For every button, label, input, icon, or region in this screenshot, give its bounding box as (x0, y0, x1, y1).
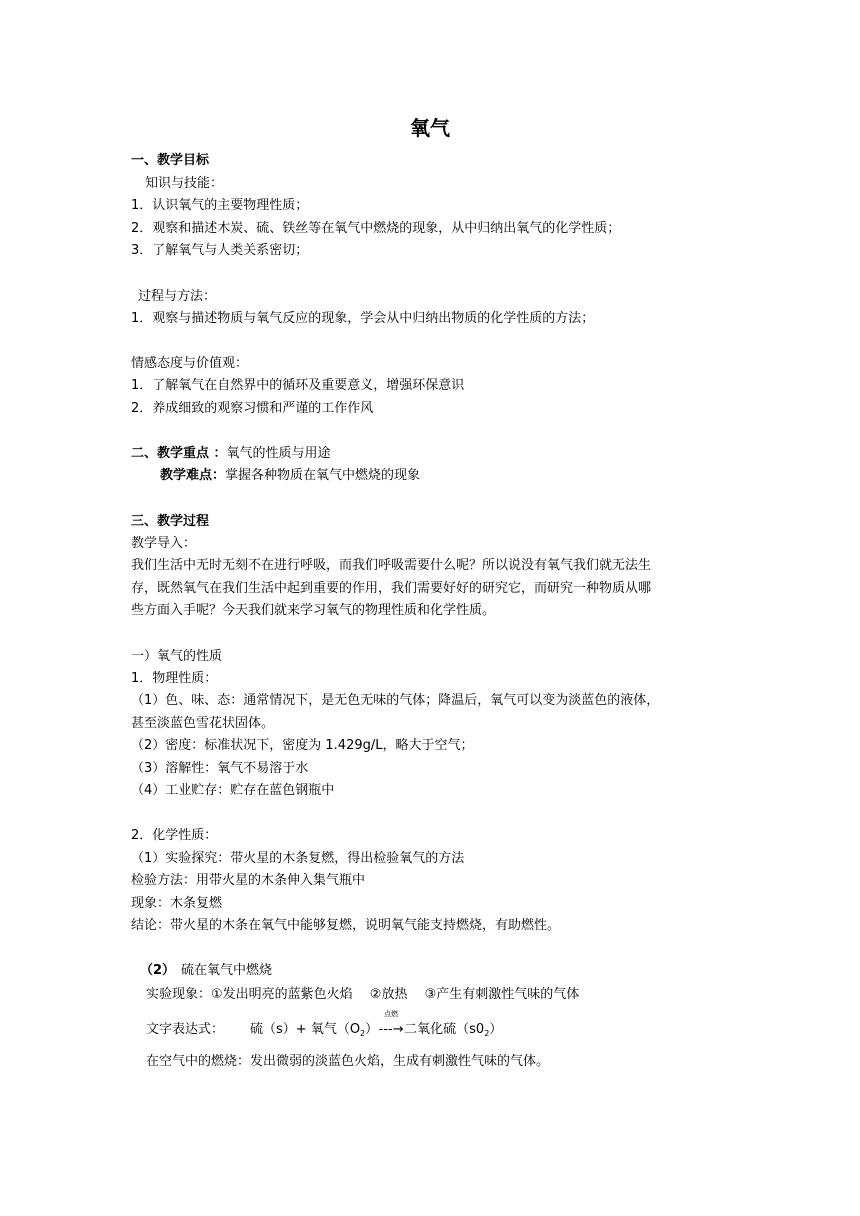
physical-line-3: （2）密度：标准状况下，密度为 1.429g/L，略大于空气； (131, 738, 474, 753)
physical-line-2: 甚至淡蓝色雪花状固体。 (131, 716, 275, 731)
attitude-item-2: 2．养成细致的观察习惯和严谨的工作作风 (131, 401, 374, 416)
air-burning: 在空气中的燃烧：发出微弱的淡蓝色火焰，生成有刺激性气味的气体。 (146, 1054, 550, 1069)
section3-heading: 三、教学过程 (131, 514, 210, 529)
sulfur-title: 硫在氧气中燃烧 (181, 963, 273, 978)
physical-line-5: （4）工业贮存：贮存在蓝色钢瓶中 (131, 783, 335, 798)
chemical-line-1: （1）实验探究：带火星的木条复燃，得出检验氧气的方法 (131, 851, 465, 866)
knowledge-item-1: 1．认识氧气的主要物理性质； (131, 198, 309, 213)
physical-label: 1．物理性质： (131, 671, 218, 686)
physical-line-4: （3）溶解性：氧气不易溶于水 (131, 761, 309, 776)
intro-label: 教学导入： (131, 536, 197, 551)
knowledge-item-2: 2．观察和描述木炭、硫、铁丝等在氧气中燃烧的现象，从中归纳出氧气的化学性质； (131, 221, 621, 236)
arrow-glyph: ---→ (378, 1022, 404, 1037)
chemical-line-4: 结论：带火星的木条在氧气中能够复燃，说明氧气能支持燃烧，有助燃性。 (131, 918, 561, 933)
chemical-label: 2．化学性质： (131, 828, 218, 843)
ignite-condition: 点燃 (384, 1010, 399, 1018)
sulfur-phenomenon: 实验现象：①发出明亮的蓝紫色火焰 ②放热 ③产生有刺激性气味的气体 (146, 987, 580, 1002)
reaction-arrow (378, 1010, 404, 1039)
intro-line-3: 些方面入手呢？今天我们就来学习氧气的物理性质和化学性质。 (131, 603, 496, 618)
difficulty-line (160, 467, 420, 485)
reactant-close: ） (365, 1022, 379, 1037)
product: 二氧化硫（s0 (404, 1022, 485, 1037)
process-method-label: 过程与方法： (138, 289, 217, 304)
attitude-item-1: 1．了解氧气在自然界中的循环及重要意义，增强环保意识 (131, 378, 465, 393)
section1-heading: 一、教学目标 (131, 153, 210, 168)
knowledge-item-3: 3．了解氧气与人类关系密切； (131, 243, 309, 258)
part1-heading: 一）氧气的性质 (131, 649, 223, 664)
intro-line-1: 我们生活中无时无刻不在进行呼吸，而我们呼吸需要什么呢？所以说没有氧气我们就无法生 (131, 558, 652, 573)
word-equation (146, 1010, 503, 1043)
sulfur-num: （2） (140, 963, 176, 978)
difficulty-label: 教学难点： (160, 468, 226, 483)
formula-label: 文字表达式： (146, 1022, 225, 1037)
reactants: 硫（s）+ 氧气（O (250, 1022, 361, 1037)
product-close: ） (489, 1022, 503, 1037)
attitude-label: 情感态度与价值观： (131, 356, 249, 371)
key-point-line (131, 445, 331, 463)
sulfur-heading (140, 962, 272, 980)
so2-subscript: 2 (484, 1029, 490, 1038)
document-title: 氧气 (410, 116, 450, 140)
difficulty-text: 掌握各种物质在氧气中燃烧的现象 (225, 468, 421, 483)
section2-heading: 二、教学重点 ： (131, 446, 227, 461)
physical-line-1: （1）色、味、态：通常情况下，是无色无味的气体；降温后，氧气可以变为淡蓝色的液体， (131, 693, 660, 708)
o2-subscript: 2 (360, 1029, 366, 1038)
knowledge-skills-label: 知识与技能： (145, 176, 224, 191)
key-point-text: 氧气的性质与用途 (226, 446, 331, 461)
chemical-line-3: 现象：木条复燃 (131, 896, 223, 911)
process-item-1: 1．观察与描述物质与氧气反应的现象，学会从中归纳出物质的化学性质的方法； (131, 311, 595, 326)
chemical-line-2: 检验方法：用带火星的木条伸入集气瓶中 (131, 873, 366, 888)
intro-line-2: 存，既然氧气在我们生活中起到重要的作用，我们需要好好的研究它，而研究一种物质从哪 (131, 581, 652, 596)
